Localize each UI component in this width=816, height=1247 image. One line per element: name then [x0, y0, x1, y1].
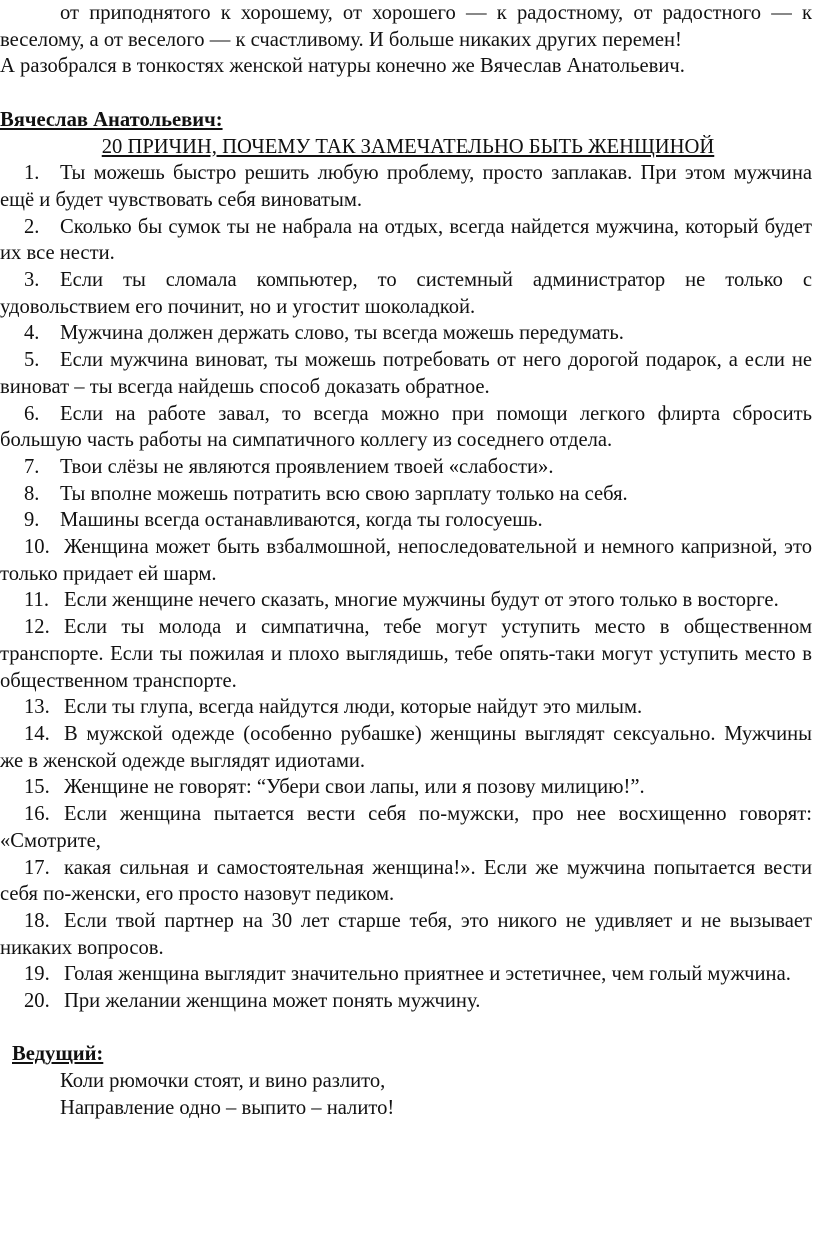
list-item	[0, 160, 816, 213]
item-text: В мужской одежде (особенно рубашке) женщины выглядят сексуально. Мужчины же в женской одежде выглядят идиотами.	[0, 722, 812, 772]
list-item	[0, 267, 816, 320]
intro-paragraph: А разобрался в тонкостях женской натуры конечно же Вячеслав Анатольевич.	[0, 55, 685, 78]
item-text: Мужчина должен держать слово, ты всегда можешь передумать.	[60, 322, 624, 345]
list-item	[0, 347, 816, 400]
item-number: 5.	[24, 349, 40, 372]
item-number: 10.	[24, 536, 50, 559]
item-number: 4.	[24, 322, 40, 345]
item-number: 16.	[24, 803, 50, 826]
list-item	[0, 534, 816, 587]
item-number: 15.	[24, 776, 50, 799]
item-number: 2.	[24, 215, 40, 238]
item-text: Если женщине нечего сказать, многие мужчины будут от этого только в восторге.	[64, 589, 779, 612]
item-text: какая сильная и самостоятельная женщина!». Если же мужчина попытается вести себя по-женски, его просто назовут педиком.	[0, 856, 812, 906]
intro-paragraph: от приподнятого к хорошему, от хорошего — к радостному, от радостного — к веселому, а от веселого — к счастливому. И больше никаких других перемен!	[0, 2, 812, 51]
list-title: 20 ПРИЧИН, ПОЧЕМУ ТАК ЗАМЕЧАТЕЛЬНО БЫТЬ ЖЕНЩИНОЙ	[101, 135, 715, 158]
list-item	[0, 507, 816, 534]
item-number: 20.	[24, 990, 50, 1013]
item-number: 19.	[24, 963, 50, 986]
item-number: 7.	[24, 455, 40, 478]
list-item	[0, 908, 816, 961]
item-text: Если женщина пытается вести себя по-мужски, про нее восхищенно говорят: «Смотрите,	[0, 803, 812, 852]
blank-line	[0, 80, 816, 107]
item-text: Ты вполне можешь потратить всю свою зарплату только на себя.	[60, 482, 628, 505]
item-text: При желании женщина может понять мужчину.	[64, 990, 481, 1013]
item-text: Если твой партнер на 30 лет старше тебя, это никого не удивляет и не вызывает никаких вопросов.	[0, 909, 812, 959]
item-number: 11.	[24, 589, 49, 612]
item-number: 18.	[24, 909, 50, 932]
verse	[0, 1068, 816, 1121]
list-item	[0, 721, 816, 774]
item-number: 1.	[24, 162, 40, 185]
item-number: 9.	[24, 509, 40, 532]
list-item	[0, 614, 816, 694]
item-text: Машины всегда останавливаются, когда ты голосуешь.	[60, 509, 543, 532]
list-item	[0, 694, 816, 721]
list-item	[0, 401, 816, 454]
reasons-list	[0, 160, 816, 1015]
item-text: Если мужчина виноват, ты можешь потребовать от него дорогой подарок, а если не виноват – ты всегда найдешь способ доказать обратное.	[0, 349, 812, 398]
list-item	[0, 481, 816, 508]
verse-line: Направление одно – выпито – налито!	[60, 1096, 395, 1119]
list-item	[0, 774, 816, 801]
list-item	[0, 320, 816, 347]
item-text: Если на работе завал, то всегда можно при помощи легкого флирта сбросить большую часть работы на симпатичного коллегу из соседнего отдела.	[0, 402, 812, 452]
list-item	[0, 801, 816, 854]
verse-line: Коли рюмочки стоят, и вино разлито,	[60, 1070, 386, 1093]
item-text: Женщине не говорят: “Убери свои лапы, или я позову милицию!”.	[64, 776, 645, 799]
item-number: 13.	[24, 696, 50, 719]
item-text: Если ты сломала компьютер, то системный администратор не только с удовольствием его починит, но и угостит шоколадкой.	[0, 269, 812, 318]
list-item	[0, 961, 816, 988]
item-text: Ты можешь быстро решить любую проблему, просто заплакав. При этом мужчина ещё и будет чувствовать себя виноватым.	[0, 162, 812, 211]
list-item	[0, 855, 816, 908]
item-number: 14.	[24, 722, 50, 745]
item-text: Сколько бы сумок ты не набрала на отдых, всегда найдется мужчина, который будет их все нести.	[0, 215, 812, 265]
speaker-name: Вячеслав Анатольевич:	[0, 108, 223, 131]
item-number: 12.	[24, 616, 50, 639]
item-number: 17.	[24, 856, 50, 879]
list-item	[0, 214, 816, 267]
item-text: Голая женщина выглядит значительно приятнее и эстетичнее, чем голый мужчина.	[64, 963, 791, 986]
host-speaker-name: Ведущий:	[12, 1043, 104, 1066]
item-text: Если ты глупа, всегда найдутся люди, которые найдут это милым.	[64, 696, 643, 719]
list-item	[0, 988, 816, 1015]
intro-text	[0, 0, 816, 80]
item-number: 8.	[24, 482, 40, 505]
list-item	[0, 587, 816, 614]
item-number: 6.	[24, 402, 40, 425]
list-item	[0, 454, 816, 481]
item-text: Твои слёзы не являются проявлением твоей «слабости».	[60, 455, 554, 478]
blank-line	[0, 1015, 816, 1042]
item-text: Женщина может быть взбалмошной, непоследовательной и немного капризной, это только придает ей шарм.	[0, 536, 812, 585]
item-text: Если ты молода и симпатична, тебе могут уступить место в общественном транспорте. Если ты пожилая и плохо выглядишь, тебе опять-таки могут уступить место в общественном транспорте.	[0, 616, 812, 692]
item-number: 3.	[24, 269, 40, 292]
